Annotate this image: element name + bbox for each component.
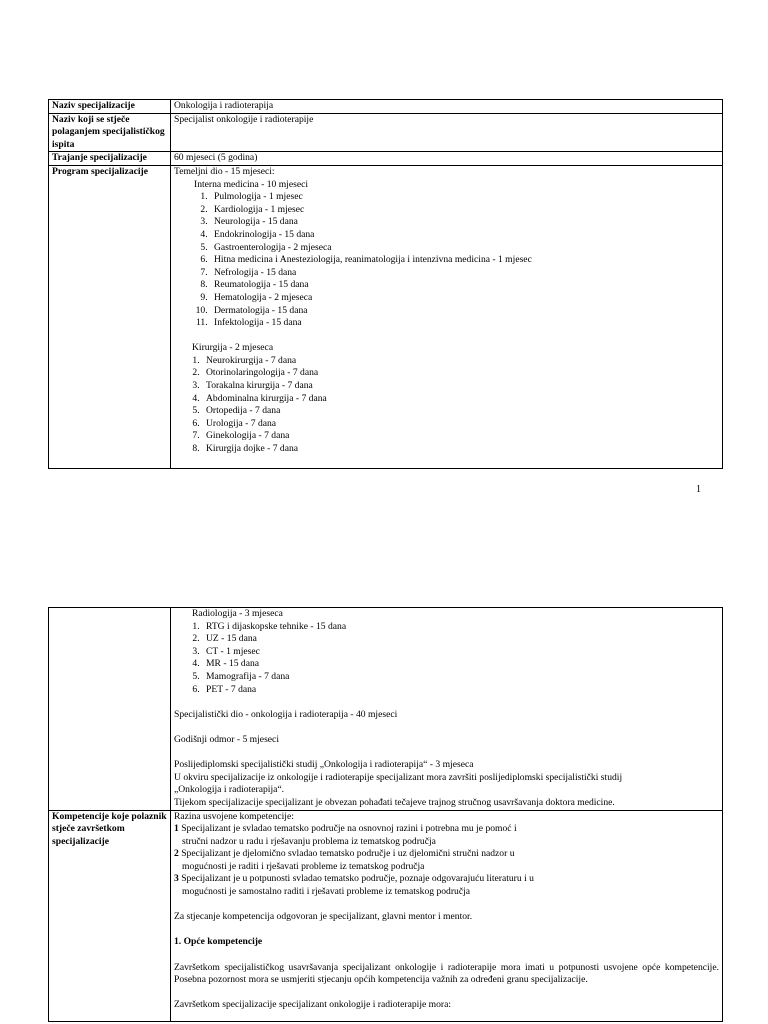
- spacer: [174, 696, 719, 709]
- opce-kompetencije-heading: 1. Opće kompetencije: [174, 936, 263, 948]
- page-number: 1: [696, 484, 701, 495]
- spacer: [174, 899, 719, 912]
- radiologija-list: [174, 621, 719, 697]
- list-item: 2. Otorinolaringologija - 7 dana: [202, 367, 719, 380]
- spacer: [174, 924, 719, 937]
- list-item: 4. MR - 15 dana: [202, 658, 719, 671]
- competency-level: [174, 823, 719, 848]
- table-row: [49, 100, 723, 114]
- list-item: 10. Dermatologija - 15 dana: [210, 305, 719, 318]
- level-text: Specijalizant je djelomično svladao tematsko područje i uz djelomični stručni nadzor u: [181, 848, 515, 860]
- row-label: Trajanje specijalizacije: [49, 152, 171, 166]
- table-row: [49, 608, 723, 811]
- row-label: Kompetencije koje polaznik stječe završetkom specijalizacije: [49, 810, 171, 1021]
- list-item: 2. Kardiologija - 1 mjesec: [210, 204, 719, 217]
- row-value: Onkologija i radioterapija: [171, 100, 723, 114]
- list-item: 5. Ortopedija - 7 dana: [202, 405, 719, 418]
- temeljni-title: Temeljni dio - 15 mjeseci:: [174, 165, 275, 177]
- list-item: 1. Pulmologija - 1 mjesec: [210, 191, 719, 204]
- level-text-cont: stručni nadzor u radu i rješavanju problema iz tematskog područja: [182, 835, 436, 847]
- competency-level: [174, 848, 719, 873]
- level-number: 2: [174, 848, 179, 860]
- specialization-table-2: [48, 607, 723, 1022]
- spacer: [174, 721, 719, 734]
- level-text: Specijalizant je svladao tematsko područje na osnovnoj razini i potrebna mu je pomoć i: [181, 823, 517, 835]
- list-item: 3. Neurologija - 15 dana: [210, 216, 719, 229]
- spacer: [174, 747, 719, 760]
- zavrsetkom-paragraph: Završetkom specijalističkog usavršavanja specijalizant onkologije i radioterapije mora imati u potpunosti usvojene opće kompetencije. Posebna pozornost mora se usmjeriti stjecanju općih kompetencija važnih za određeni granu specijalizacije.: [174, 961, 719, 986]
- spacer: [174, 330, 719, 343]
- za-stjecanje: Za stjecanje kompetencija odgovoran je specijalizant, glavni mentor i mentor.: [174, 911, 473, 923]
- row-label: Naziv specijalizacije: [49, 100, 171, 114]
- radiologija-title: Radiologija - 3 mjeseca: [192, 608, 283, 619]
- list-item: 1. Neurokirurgija - 7 dana: [202, 355, 719, 368]
- program-continued-cell: [171, 608, 723, 811]
- zavrsetkom-last-line: Završetkom specijalizacije specijalizant onkologije i radioterapije mora:: [174, 999, 452, 1011]
- list-item: 11. Infektologija - 15 dana: [210, 317, 719, 330]
- list-item: 7. Ginekologija - 7 dana: [202, 430, 719, 443]
- level-number: 1: [174, 823, 179, 835]
- competencies-cell: [171, 810, 723, 1021]
- list-item: 3. CT - 1 mjesec: [202, 646, 719, 659]
- table-row: [49, 810, 723, 1021]
- list-item: 8. Reumatologija - 15 dana: [210, 279, 719, 292]
- list-item: 5. Mamografija - 7 dana: [202, 671, 719, 684]
- tijekom-specijalizacije: Tijekom specijalizacije specijalizant je obvezan pohađati tečajeve trajnog stručnog usavršavanja doktora medicine.: [174, 796, 615, 808]
- list-item: 6. Urologija - 7 dana: [202, 418, 719, 431]
- list-item: 9. Hematologija - 2 mjeseca: [210, 292, 719, 305]
- table-row: [49, 152, 723, 166]
- list-item: 4. Abdominalna kirurgija - 7 dana: [202, 393, 719, 406]
- row-value: Specijalist onkologije i radioterapije: [171, 113, 723, 152]
- poslijediplomski-studij: Poslijediplomski specijalistički studij „Onkologija i radioterapija“ - 3 mjeseca: [174, 759, 474, 771]
- level-text: Specijalizant je u potpunosti svladao tematsko područje, poznaje odgovarajuću literaturu i u: [181, 873, 534, 885]
- kirurgija-title: Kirurgija - 2 mjeseca: [192, 342, 274, 354]
- list-item: 7. Nefrologija - 15 dana: [210, 267, 719, 280]
- row-label: Naziv koji se stječe polaganjem specijalističkog ispita: [49, 113, 171, 152]
- row-label: Program specijalizacije: [49, 165, 171, 468]
- row-value: 60 mjeseci (5 godina): [171, 152, 723, 166]
- list-item: 8. Kirurgija dojke - 7 dana: [202, 443, 719, 456]
- row-label-empty: [49, 608, 171, 811]
- u-okviru-line-2: „Onkologija i radioterapija“.: [174, 784, 285, 796]
- interna-title: Interna medicina - 10 mjeseci: [194, 178, 309, 190]
- level-number: 3: [174, 873, 179, 885]
- list-item: 5. Gastroenterologija - 2 mjeseca: [210, 242, 719, 255]
- competency-level: [174, 873, 719, 898]
- level-text-cont: mogućnosti je raditi i rješavati probleme iz tematskog područja: [182, 860, 425, 872]
- spacer: [174, 987, 719, 1000]
- level-text-cont: mogućnosti je samostalno raditi i rješavati probleme iz tematskog područja: [182, 886, 471, 898]
- list-item: 3. Torakalna kirurgija - 7 dana: [202, 380, 719, 393]
- list-item: 1. RTG i dijaskopske tehnike - 15 dana: [202, 621, 719, 634]
- list-item: 6. Hitna medicina i Anesteziologija, reanimatologija i intenzivna medicina - 1 mjesec: [210, 254, 719, 267]
- specijalisticki-dio: Specijalistički dio - onkologija i radioterapija - 40 mjeseci: [174, 708, 398, 720]
- razina-heading: Razina usvojene kompetencije:: [174, 810, 294, 822]
- godisnji-odmor: Godišnji odmor - 5 mjeseci: [174, 733, 279, 745]
- list-item: 4. Endokrinologija - 15 dana: [210, 229, 719, 242]
- u-okviru-line-1: U okviru specijalizacije iz onkologije i radioterapije specijalizant mora završiti poslijediplomski specijalistički studij: [174, 771, 623, 783]
- program-cell: [171, 165, 723, 468]
- spacer: [174, 949, 719, 962]
- kirurgija-list: [174, 355, 719, 456]
- interna-list: [174, 191, 719, 330]
- table-row: [49, 113, 723, 152]
- list-item: 2. UZ - 15 dana: [202, 633, 719, 646]
- list-item: 6. PET - 7 dana: [202, 684, 719, 697]
- table-row: [49, 165, 723, 468]
- specialization-table-1: [48, 99, 723, 469]
